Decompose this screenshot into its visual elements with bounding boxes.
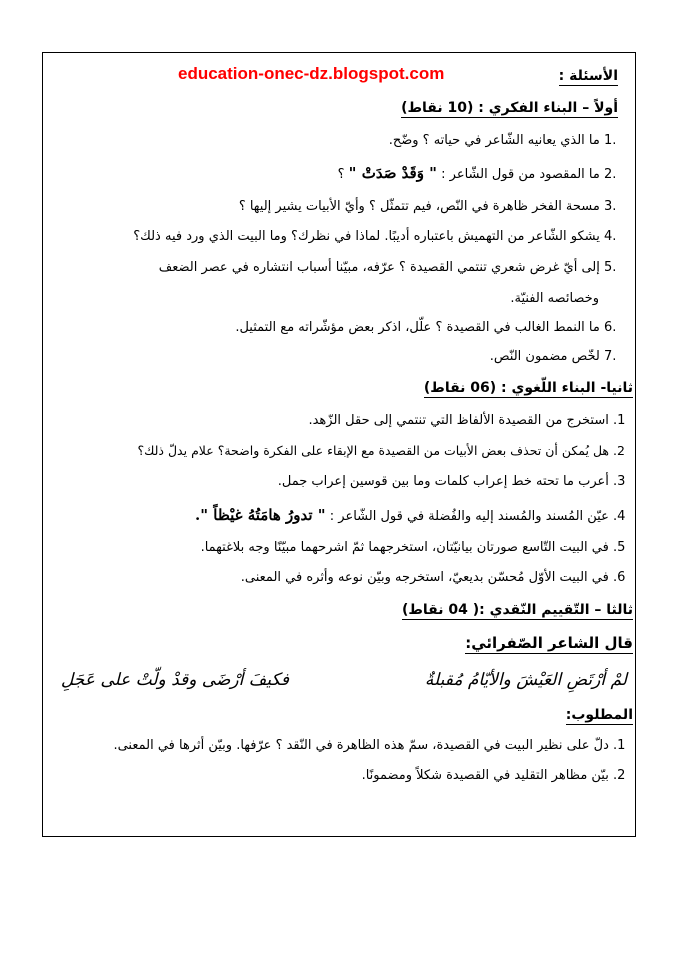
s1-question-4 <box>133 229 624 244</box>
question-number: .1 <box>613 413 626 428</box>
s2-question-6 <box>241 570 633 585</box>
section2-title: ثانيا- البناء اللّغوي <box>511 380 633 396</box>
question-number: 3. <box>604 199 617 214</box>
title-text: الأسئلة : <box>558 68 618 84</box>
section3-points: :( 04 نقاط) <box>401 602 485 618</box>
question-number: 4. <box>604 229 617 244</box>
question-text: في البيت التّاسع صورتان بيانيّتان، استخرجهما ثمّ اشرحهما مبيّنًا وجه بلاغتهما. <box>200 540 609 555</box>
section3-title: ثالثا – التّقييم النّقدي <box>489 602 633 618</box>
s1-question-1 <box>389 133 624 148</box>
question-text: أعرب ما تحته خط إعراب كلمات وما بين قوسين إعراب جمل. <box>277 474 609 489</box>
question-number: .5 <box>613 540 626 555</box>
question-number: 7. <box>604 349 617 364</box>
question-text: إلى أيّ غرض شعري تنتمي القصيدة ؟ عرّفه، مبيّنا أسباب انتشاره في عصر الضعف <box>158 260 600 275</box>
s2-question-4 <box>195 506 633 524</box>
question-text: مسحة الفخر ظاهرة في النّص، فيم تتمثّل ؟ وأيّ الأبيات يشير إليها ؟ <box>238 199 600 214</box>
section1-points: : (10 نقاط) <box>401 100 484 116</box>
s2-question-1 <box>308 413 633 428</box>
s2-question-3 <box>278 474 633 489</box>
section1-heading <box>401 100 618 116</box>
s2-question-2 <box>137 443 633 458</box>
section2-points: : (06 نقاط) <box>423 380 507 396</box>
s1-question-5 <box>159 260 624 275</box>
verse-right-text: لمْ أرْتَضِ العَيْشَ والأيّامُ مُقبلةٌ <box>424 670 627 690</box>
question-number: .2 <box>613 443 625 458</box>
question-number: 5. <box>604 260 617 275</box>
section1-title: أولاً – البناء الفكري <box>488 100 618 116</box>
quoted-phrase: " تدورُ هامَتُهُ غيْظاً ". <box>195 506 326 524</box>
question-text: لخّص مضمون النّص. <box>489 349 600 364</box>
quoted-phrase: " وَقَدْ صَدَتْ " <box>348 164 437 182</box>
question-text: بيّن مظاهر التقليد في القصيدة شكلاً ومضمونًا. <box>361 768 609 783</box>
s1-question-2 <box>338 164 624 182</box>
required-heading <box>566 707 633 723</box>
question-number: .1 <box>613 738 626 753</box>
question-text: في البيت الأوّل مُحسّن بديعيّ، استخرجه وبيّن نوعه وأثره في المعنى. <box>240 570 609 585</box>
s1-question-5-continued <box>510 291 599 306</box>
question-text: يشكو الشّاعر من التهميش باعتباره أديبًا. لماذا في نظرك؟ وما البيت الذي ورد فيه ذلك؟ <box>133 229 600 244</box>
blog-url[interactable]: education-onec-dz.blogspot.com <box>178 64 445 83</box>
question-number: 6. <box>604 320 617 335</box>
poet-intro <box>465 634 633 652</box>
question-number: .2 <box>613 768 626 783</box>
question-number: .4 <box>613 509 626 524</box>
s1-question-6 <box>235 320 624 335</box>
question-number: 2. <box>604 167 617 182</box>
question-text: ما الذي يعانيه الشّاعر في حياته ؟ وضّح. <box>388 133 600 148</box>
s3-question-2 <box>362 768 633 783</box>
s1-question-7 <box>490 349 624 364</box>
s2-question-5 <box>201 540 633 555</box>
question-text: ما النمط الغالب في القصيدة ؟ علّل، اذكر بعض مؤشّراته مع التمثيل. <box>235 320 600 335</box>
section3-heading <box>402 602 633 618</box>
poet-intro-text: قال الشاعر الصّفرائي: <box>465 634 633 652</box>
verse-first-hemistich <box>425 670 627 690</box>
question-number: .3 <box>613 474 626 489</box>
question-tail: ؟ <box>337 167 345 182</box>
question-text: هل يُمكن أن تحذف بعض الأبيات من القصيدة مع الإبقاء على الفكرة واضحة؟ علام يدلّ ذلك؟ <box>137 443 610 458</box>
section2-heading <box>424 380 633 396</box>
verse-left-text: فكيفَ أرْضَى وقدْ ولّتْ على عَجَلِ <box>60 670 289 690</box>
question-number: 1. <box>604 133 617 148</box>
question-number: .6 <box>613 570 626 585</box>
question-text: عيّن المُسند والمُسند إليه والفُضلة في قول الشّاعر : <box>329 509 609 524</box>
verse-second-hemistich <box>61 670 289 690</box>
s1-question-3 <box>239 199 624 214</box>
required-text: المطلوب: <box>565 707 633 723</box>
page-title <box>559 68 618 84</box>
question-text-continued: وخصائصه الفنيّة. <box>510 291 599 306</box>
question-text: استخرج من القصيدة الألفاظ التي تنتمي إلى حقل الزّهد. <box>308 413 609 428</box>
question-text: ما المقصود من قول الشّاعر : <box>441 167 600 182</box>
question-text: دلّ على نظير البيت في القصيدة، سمّ هذه الظاهرة في النّقد ؟ عرّفها. وبيّن أثرها في المعنى. <box>113 738 609 753</box>
s3-question-1 <box>113 738 633 753</box>
